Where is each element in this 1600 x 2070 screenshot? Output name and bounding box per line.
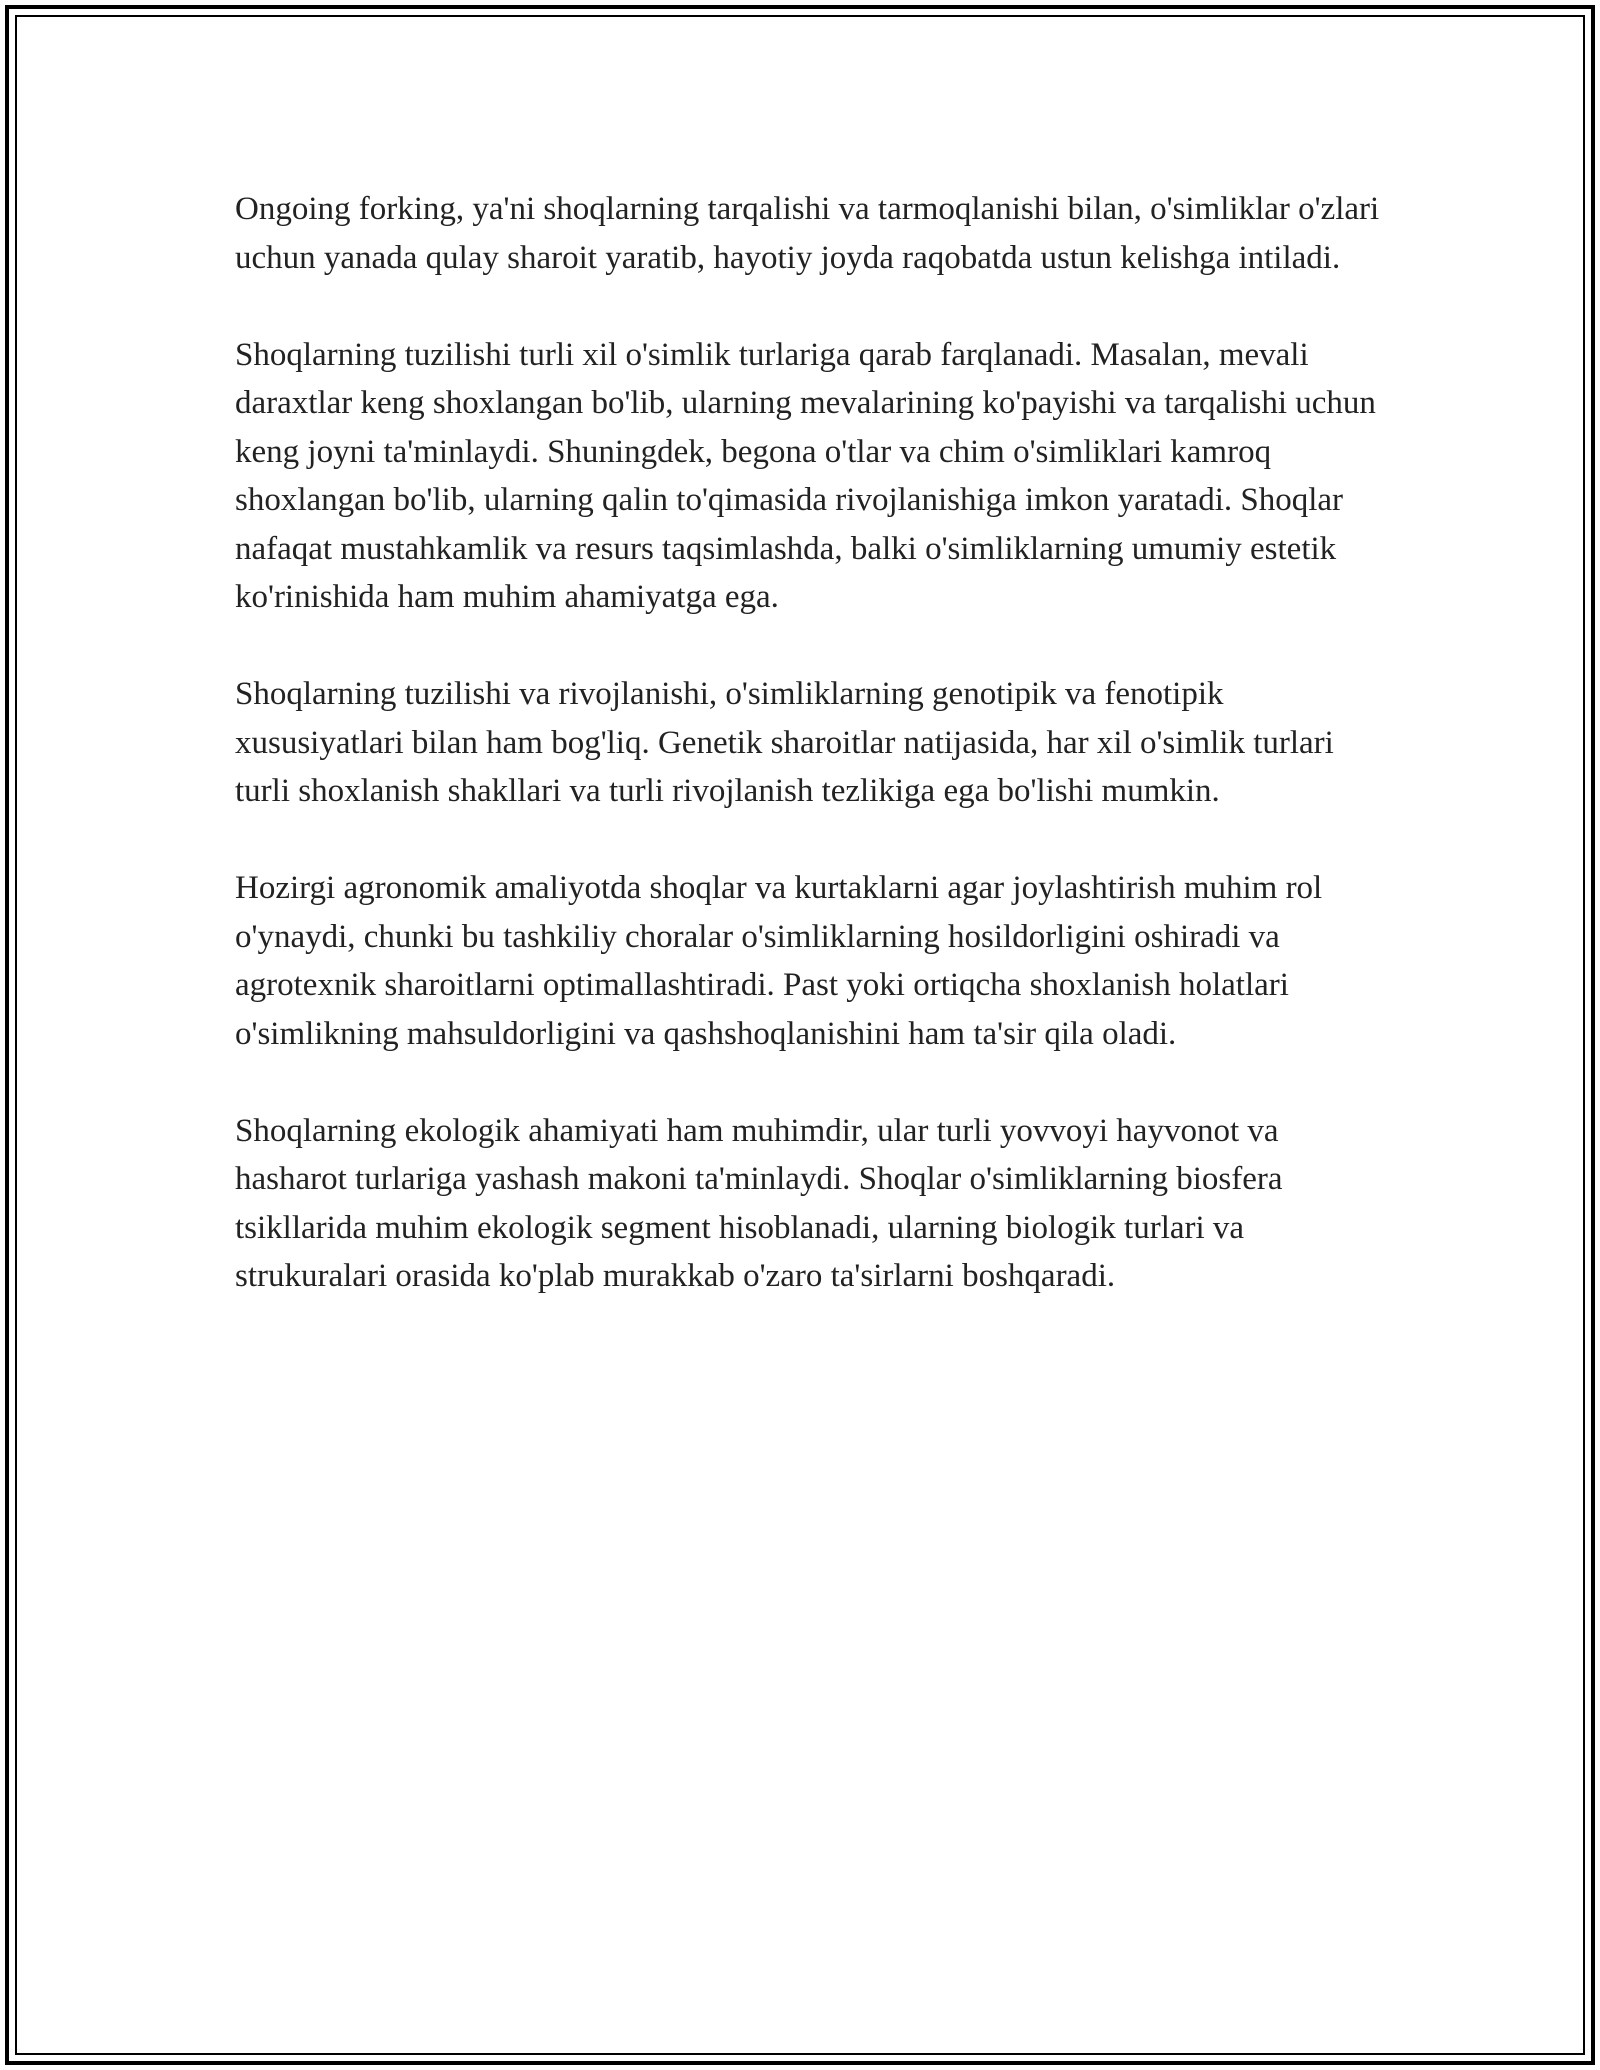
paragraph-3: Shoqlarning tuzilishi va rivojlanishi, o'simliklarning genotipik va fenotipik xususiyatlari bilan ham bog'liq. Genetik sharoitlar natijasida, har xil o'simlik turlari turli shoxlanish shakllari va turli rivojlanish tezlikiga ega bo'lishi mumkin. (235, 676, 1334, 809)
document-body (235, 185, 1385, 1301)
paragraph-5: Shoqlarning ekologik ahamiyati ham muhimdir, ular turli yovvoyi hayvonot va hasharot turlariga yashash makoni ta'minlaydi. Shoqlar o'simliklarning biosfera tsikllarida muhim ekologik segment hisoblanadi, ularning biologik turlari va strukuralari orasida ko'plab murakkab o'zaro ta'sirlarni boshqaradi. (235, 1112, 1283, 1294)
paragraph-2: Shoqlarning tuzilishi turli xil o'simlik turlariga qarab farqlanadi. Masalan, mevali daraxtlar keng shoxlangan bo'lib, ularning mevalarining ko'payishi va tarqalishi uchun keng joyni ta'minlaydi. Shuningdek, begona o'tlar va chim o'simliklari kamroq shoxlangan bo'lib, ularning qalin to'qimasida rivojlanishiga imkon yaratadi. Shoqlar nafaqat mustahkamlik va resurs taqsimlashda, balki o'simliklarning umumiy estetik ko'rinishida ham muhim ahamiyatga ega. (235, 336, 1376, 615)
paragraph-1: Ongoing forking, ya'ni shoqlarning tarqalishi va tarmoqlanishi bilan, o'simliklar o'zlari uchun yanada qulay sharoit yaratib, hayotiy joyda raqobatda ustun kelishga intiladi. (235, 191, 1380, 276)
paragraph-4: Hozirgi agronomik amaliyotda shoqlar va kurtaklarni agar joylashtirish muhim rol o'ynaydi, chunki bu tashkiliy choralar o'simliklarning hosildorligini oshiradi va agrotexnik sharoitlarni optimallashtiradi. Past yoki ortiqcha shoxlanish holatlari o'simlikning mahsuldorligini va qashshoqlanishini ham ta'sir qila oladi. (235, 870, 1323, 1052)
